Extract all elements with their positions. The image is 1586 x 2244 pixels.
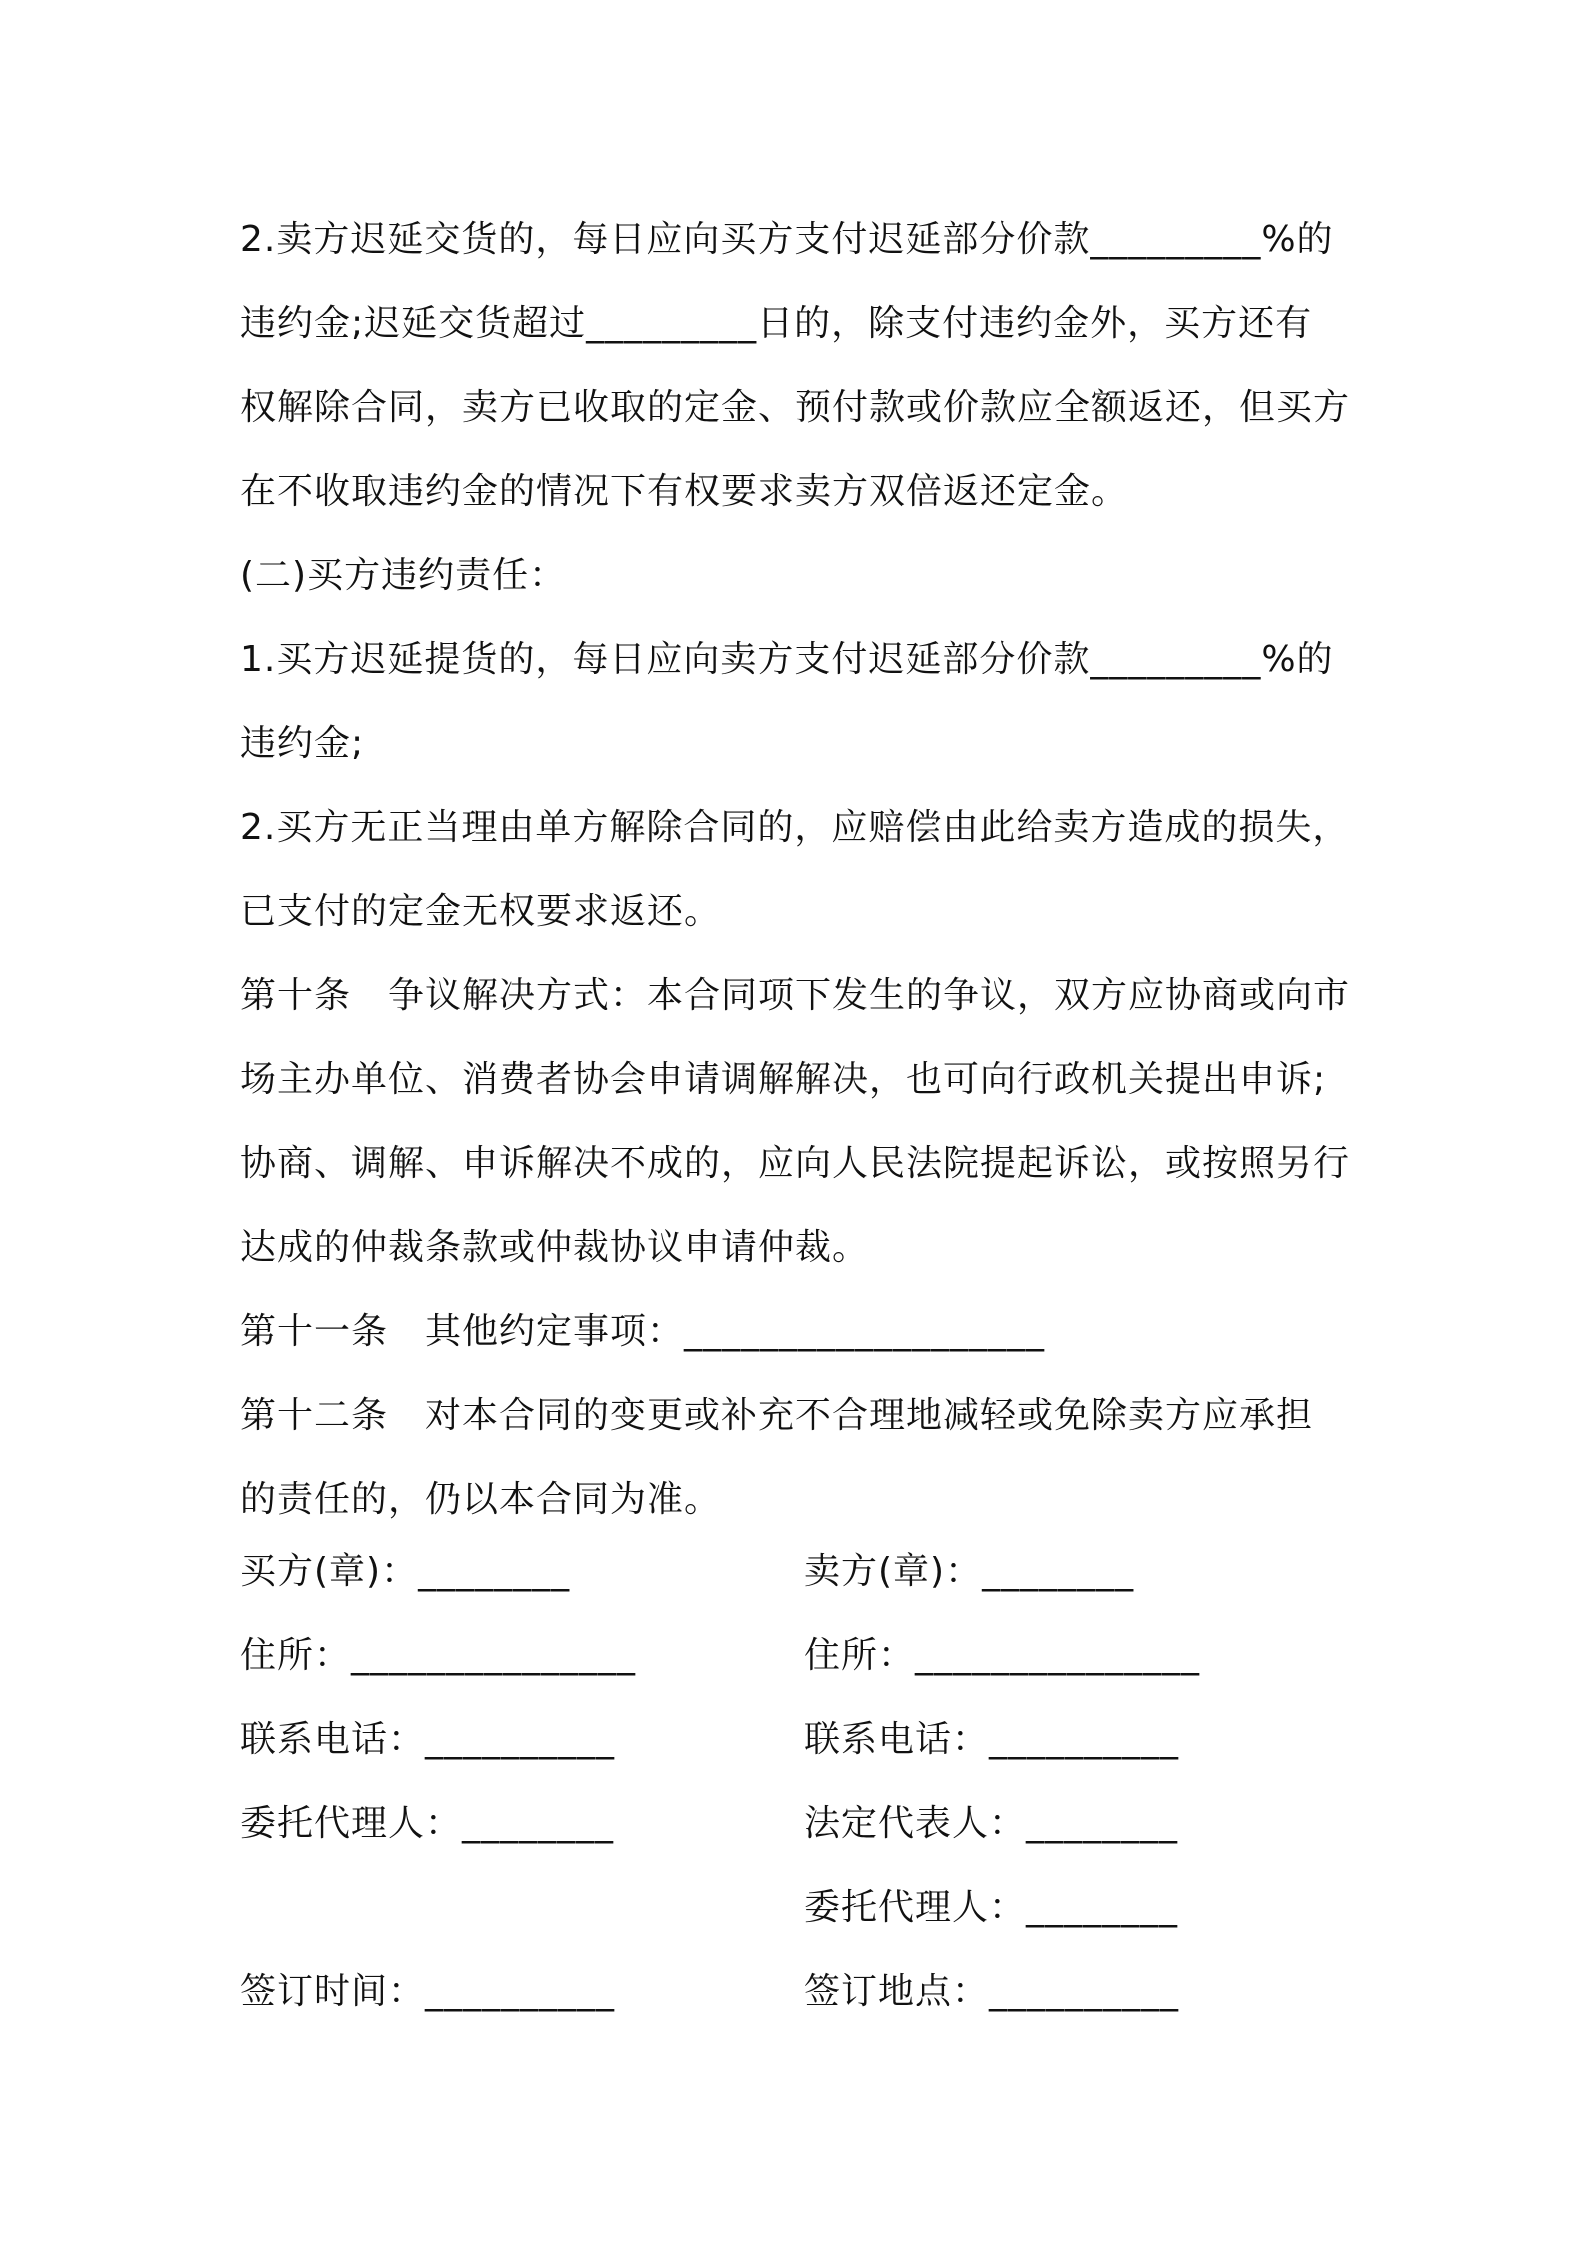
article-11-line: 第十一条 其他约定事项：___________________ [240,1311,1046,1352]
signature-row [240,1698,1360,1782]
text-line: 已支付的定金无权要求返还。 [240,891,722,932]
text-line: 达成的仲裁条款或仲裁协议申请仲裁。 [240,1227,870,1268]
seller-agent-field: 委托代理人：________ [804,1887,1179,1928]
seller-legal-rep-field: 法定代表人：________ [804,1803,1179,1844]
buyer-address-field: 住所：_______________ [240,1635,637,1676]
text-line: 违约金; [240,723,365,764]
signature-row [240,1950,1360,2034]
text-line: 2.买方无正当理由单方解除合同的，应赔偿由此给卖方造成的损失， [240,807,1350,848]
signature-row [240,1782,1360,1866]
seller-phone-field: 联系电话：__________ [804,1719,1180,1760]
buyer-seal-field: 买方(章)：________ [240,1551,571,1592]
text-line: 违约金;迟延交货超过_________日的，除支付违约金外，买方还有 [240,303,1313,344]
seller-address-field: 住所：_______________ [804,1635,1201,1676]
text-line: 场主办单位、消费者协会申请调解解决，也可向行政机关提出申诉; [240,1059,1327,1100]
sign-time-field: 签订时间：__________ [240,1971,616,2012]
article-12-line: 第十二条 对本合同的变更或补充不合理地减轻或免除卖方应承担 [240,1395,1314,1436]
buyer-phone-field: 联系电话：__________ [240,1719,616,1760]
text-line: 在不收取违约金的情况下有权要求卖方双倍返还定金。 [240,471,1129,512]
sign-place-field: 签订地点：__________ [804,1971,1180,2012]
text-line: 协商、调解、申诉解决不成的，应向人民法院提起诉讼，或按照另行 [240,1143,1351,1184]
signature-row [240,1614,1360,1698]
signature-row [240,1866,1360,1950]
seller-seal-field: 卖方(章)：________ [804,1551,1135,1592]
article-10-line: 第十条 争议解决方式：本合同项下发生的争议，双方应协商或向市 [240,975,1351,1016]
signature-block [240,1530,1360,2034]
signature-row [240,1530,1360,1614]
text-line: 2.卖方迟延交货的，每日应向买方支付迟延部分价款_________%的 [240,219,1334,260]
buyer-agent-field: 委托代理人：________ [240,1803,615,1844]
text-line: 1.买方迟延提货的，每日应向卖方支付迟延部分价款_________%的 [240,639,1334,680]
contract-body [240,198,1360,1542]
section-heading: (二)买方违约责任： [240,555,567,596]
text-line: 权解除合同，卖方已收取的定金、预付款或价款应全额返还，但买方 [240,387,1351,428]
text-line: 的责任的，仍以本合同为准。 [240,1479,722,1520]
